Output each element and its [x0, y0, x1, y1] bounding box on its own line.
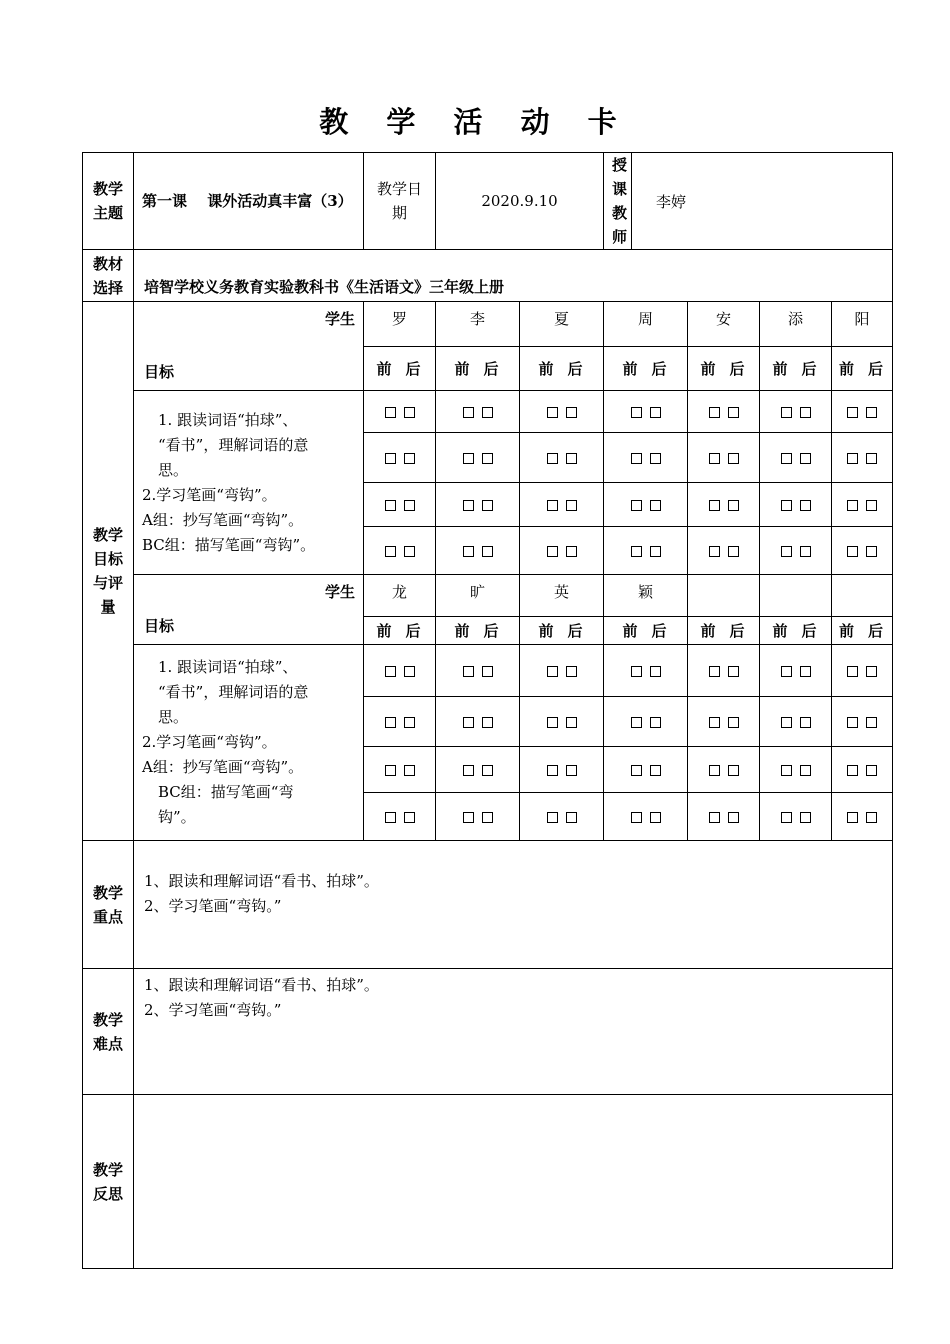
- assessment-cell: [364, 645, 436, 697]
- goal-line: 2.学习笔画“弯钩”。: [142, 485, 277, 504]
- after-checkbox[interactable]: [800, 407, 811, 418]
- before-checkbox[interactable]: [631, 407, 642, 418]
- after-checkbox[interactable]: [728, 500, 739, 511]
- after-checkbox[interactable]: [566, 812, 577, 823]
- before-checkbox[interactable]: [847, 765, 858, 776]
- before-label: 前: [700, 360, 718, 378]
- before-checkbox[interactable]: [385, 500, 396, 511]
- after-checkbox[interactable]: [566, 453, 577, 464]
- assessment-cell: [760, 697, 832, 747]
- goals-label-text: 教学目标与评量: [92, 526, 123, 616]
- before-checkbox[interactable]: [847, 500, 858, 511]
- assessment-cell: [688, 645, 760, 697]
- after-checkbox[interactable]: [728, 407, 739, 418]
- student-name: 颖: [604, 575, 688, 617]
- students-label: 学生: [324, 310, 355, 328]
- before-after-header: [760, 347, 832, 391]
- after-checkbox[interactable]: [728, 812, 739, 823]
- assessment-cell: [832, 527, 893, 575]
- after-label: 后: [868, 360, 886, 378]
- before-checkbox[interactable]: [847, 812, 858, 823]
- assessment-cell: [436, 747, 520, 793]
- before-label: 前: [538, 622, 556, 640]
- after-checkbox[interactable]: [404, 765, 415, 776]
- after-checkbox[interactable]: [404, 546, 415, 557]
- before-checkbox[interactable]: [781, 812, 792, 823]
- after-checkbox[interactable]: [866, 666, 877, 677]
- before-after-header: [364, 617, 436, 645]
- assessment-cell: [520, 793, 604, 841]
- before-label: 前: [538, 360, 556, 378]
- before-label: 前: [622, 622, 640, 640]
- after-checkbox[interactable]: [482, 453, 493, 464]
- assessment-cell: [760, 645, 832, 697]
- before-checkbox[interactable]: [385, 666, 396, 677]
- assessment-cell: [364, 483, 436, 527]
- assessment-cell: [832, 483, 893, 527]
- assessment-cell: [760, 391, 832, 433]
- after-checkbox[interactable]: [404, 717, 415, 728]
- after-checkbox[interactable]: [566, 407, 577, 418]
- before-checkbox[interactable]: [385, 765, 396, 776]
- before-checkbox[interactable]: [847, 546, 858, 557]
- assessment-cell: [604, 433, 688, 483]
- date-value: 2020.9.10: [436, 153, 604, 250]
- after-checkbox[interactable]: [404, 812, 415, 823]
- date-label: 教学日期: [364, 153, 436, 250]
- before-checkbox[interactable]: [709, 666, 720, 677]
- student-goal-header: [134, 302, 364, 391]
- student-name: 添: [760, 302, 832, 347]
- before-label: 前: [772, 360, 790, 378]
- goal-line: 2.学习笔画“弯钩”。: [142, 733, 277, 751]
- after-checkbox[interactable]: [650, 407, 661, 418]
- before-checkbox[interactable]: [463, 812, 474, 823]
- before-after-header: [364, 347, 436, 391]
- before-after-header: [688, 347, 760, 391]
- assessment-cell: [688, 747, 760, 793]
- assessment-cell: [604, 527, 688, 575]
- assessment-cell: [436, 697, 520, 747]
- student-name: 安: [688, 302, 760, 347]
- before-checkbox[interactable]: [547, 765, 558, 776]
- assessment-cell: [604, 645, 688, 697]
- assessment-cell: [520, 645, 604, 697]
- before-label: 前: [376, 360, 394, 378]
- before-checkbox[interactable]: [847, 407, 858, 418]
- before-checkbox[interactable]: [385, 407, 396, 418]
- before-checkbox[interactable]: [709, 453, 720, 464]
- assessment-cell: [760, 527, 832, 575]
- after-checkbox[interactable]: [650, 546, 661, 557]
- assessment-cell: [364, 527, 436, 575]
- assessment-cell: [436, 483, 520, 527]
- student-name: 旷: [436, 575, 520, 617]
- assessment-cell: [520, 483, 604, 527]
- goal-line: 钩”。: [158, 808, 196, 826]
- goal-line: “看书”，理解词语的意: [158, 683, 309, 701]
- after-checkbox[interactable]: [800, 666, 811, 677]
- goal-line: 1. 跟读词语“拍球”、: [158, 410, 298, 429]
- before-label: 前: [838, 360, 856, 378]
- topic-label: 教学主题: [83, 153, 134, 250]
- difficulties-line: 2、学习笔画“弯钩。”: [144, 1001, 282, 1019]
- before-checkbox[interactable]: [781, 765, 792, 776]
- before-checkbox[interactable]: [385, 717, 396, 728]
- after-label: 后: [567, 360, 585, 378]
- before-checkbox[interactable]: [631, 765, 642, 776]
- assessment-cell: [688, 483, 760, 527]
- before-checkbox[interactable]: [547, 812, 558, 823]
- before-checkbox[interactable]: [631, 546, 642, 557]
- after-checkbox[interactable]: [728, 666, 739, 677]
- goal-description: [134, 391, 364, 575]
- assessment-cell: [604, 747, 688, 793]
- assessment-cell: [436, 433, 520, 483]
- after-checkbox[interactable]: [566, 666, 577, 677]
- before-after-header: [520, 617, 604, 645]
- before-checkbox[interactable]: [631, 453, 642, 464]
- goal-line: A组：抄写笔画“弯钩”。: [142, 758, 304, 776]
- before-checkbox[interactable]: [547, 407, 558, 418]
- before-checkbox[interactable]: [847, 717, 858, 728]
- assessment-cell: [832, 391, 893, 433]
- assessment-cell: [364, 697, 436, 747]
- before-checkbox[interactable]: [385, 453, 396, 464]
- before-checkbox[interactable]: [709, 717, 720, 728]
- assessment-cell: [520, 747, 604, 793]
- student-goal-header: [134, 575, 364, 645]
- before-checkbox[interactable]: [547, 546, 558, 557]
- before-label: 前: [838, 622, 856, 640]
- before-checkbox[interactable]: [547, 717, 558, 728]
- before-checkbox[interactable]: [631, 500, 642, 511]
- after-checkbox[interactable]: [404, 666, 415, 677]
- assessment-cell: [520, 527, 604, 575]
- before-checkbox[interactable]: [781, 500, 792, 511]
- before-checkbox[interactable]: [709, 765, 720, 776]
- after-checkbox[interactable]: [800, 453, 811, 464]
- after-checkbox[interactable]: [404, 407, 415, 418]
- after-checkbox[interactable]: [566, 717, 577, 728]
- after-label: 后: [405, 622, 423, 640]
- student-name: [688, 575, 760, 617]
- before-after-header: [604, 617, 688, 645]
- after-checkbox[interactable]: [566, 765, 577, 776]
- before-checkbox[interactable]: [547, 666, 558, 677]
- assessment-cell: [436, 645, 520, 697]
- before-label: 前: [454, 360, 472, 378]
- student-name: 李: [436, 302, 520, 347]
- assessment-cell: [604, 483, 688, 527]
- goal-line: BC组：描写笔画“弯: [158, 783, 294, 801]
- key-points-content: [134, 841, 893, 969]
- reflection-content: [134, 1095, 893, 1269]
- after-label: 后: [651, 360, 669, 378]
- before-checkbox[interactable]: [847, 453, 858, 464]
- after-checkbox[interactable]: [566, 500, 577, 511]
- after-checkbox[interactable]: [482, 546, 493, 557]
- before-checkbox[interactable]: [709, 546, 720, 557]
- assessment-cell: [436, 527, 520, 575]
- before-checkbox[interactable]: [709, 407, 720, 418]
- before-after-header: [436, 617, 520, 645]
- before-checkbox[interactable]: [631, 717, 642, 728]
- key-points-line: 1、跟读和理解词语“看书、拍球”。: [144, 872, 379, 890]
- goals-label: [83, 302, 134, 841]
- assessment-cell: [760, 433, 832, 483]
- goal-label: 目标: [144, 363, 175, 381]
- after-label: 后: [651, 622, 669, 640]
- assessment-cell: [604, 697, 688, 747]
- goal-label: 目标: [144, 617, 175, 635]
- before-after-header: [604, 347, 688, 391]
- assessment-cell: [436, 391, 520, 433]
- after-checkbox[interactable]: [800, 812, 811, 823]
- key-points-line: 2、学习笔画“弯钩。”: [144, 897, 282, 915]
- after-checkbox[interactable]: [482, 500, 493, 511]
- after-checkbox[interactable]: [482, 666, 493, 677]
- assessment-cell: [688, 391, 760, 433]
- assessment-cell: [520, 433, 604, 483]
- before-checkbox[interactable]: [781, 666, 792, 677]
- after-checkbox[interactable]: [728, 546, 739, 557]
- after-checkbox[interactable]: [800, 546, 811, 557]
- after-label: 后: [483, 622, 501, 640]
- after-checkbox[interactable]: [866, 812, 877, 823]
- after-label: 后: [567, 622, 585, 640]
- before-checkbox[interactable]: [547, 453, 558, 464]
- assessment-cell: [760, 483, 832, 527]
- activity-card-table: [82, 152, 893, 1269]
- before-checkbox[interactable]: [547, 500, 558, 511]
- before-checkbox[interactable]: [781, 546, 792, 557]
- after-checkbox[interactable]: [728, 453, 739, 464]
- after-checkbox[interactable]: [866, 765, 877, 776]
- before-checkbox[interactable]: [463, 546, 474, 557]
- student-name: 罗: [364, 302, 436, 347]
- after-checkbox[interactable]: [650, 453, 661, 464]
- before-checkbox[interactable]: [781, 407, 792, 418]
- after-checkbox[interactable]: [866, 546, 877, 557]
- before-after-header: [436, 347, 520, 391]
- before-checkbox[interactable]: [631, 666, 642, 677]
- assessment-cell: [832, 433, 893, 483]
- after-checkbox[interactable]: [650, 500, 661, 511]
- teacher-value: 李婷: [632, 153, 893, 250]
- teacher-label: 授课教师: [604, 153, 632, 250]
- assessment-cell: [832, 645, 893, 697]
- assessment-cell: [760, 747, 832, 793]
- after-checkbox[interactable]: [650, 717, 661, 728]
- before-label: 前: [772, 622, 790, 640]
- difficulties-content: [134, 969, 893, 1095]
- assessment-cell: [832, 747, 893, 793]
- before-checkbox[interactable]: [463, 666, 474, 677]
- after-label: 后: [405, 360, 423, 378]
- after-label: 后: [729, 622, 747, 640]
- before-checkbox[interactable]: [385, 812, 396, 823]
- student-name: [832, 575, 893, 617]
- before-after-header: [832, 347, 893, 391]
- after-checkbox[interactable]: [566, 546, 577, 557]
- after-label: 后: [868, 622, 886, 640]
- assessment-cell: [364, 433, 436, 483]
- page-title: 教 学 活 动 卡: [319, 105, 631, 139]
- assessment-cell: [364, 391, 436, 433]
- before-checkbox[interactable]: [463, 717, 474, 728]
- difficulties-label: 教学难点: [83, 969, 134, 1095]
- after-checkbox[interactable]: [800, 765, 811, 776]
- student-name: 周: [604, 302, 688, 347]
- after-checkbox[interactable]: [728, 717, 739, 728]
- goal-line: 思。: [158, 460, 189, 479]
- after-checkbox[interactable]: [404, 453, 415, 464]
- before-label: 前: [700, 622, 718, 640]
- assessment-cell: [364, 747, 436, 793]
- difficulties-line: 1、跟读和理解词语“看书、拍球”。: [144, 976, 379, 994]
- before-checkbox[interactable]: [463, 453, 474, 464]
- assessment-cell: [760, 793, 832, 841]
- before-checkbox[interactable]: [385, 546, 396, 557]
- goal-line: A组：抄写笔画“弯钩”。: [142, 510, 304, 529]
- before-checkbox[interactable]: [709, 812, 720, 823]
- after-checkbox[interactable]: [866, 717, 877, 728]
- after-checkbox[interactable]: [650, 765, 661, 776]
- before-after-header: [832, 617, 893, 645]
- after-checkbox[interactable]: [728, 765, 739, 776]
- after-label: 后: [801, 360, 819, 378]
- before-checkbox[interactable]: [463, 765, 474, 776]
- assessment-cell: [520, 391, 604, 433]
- material-label: 教材选择: [83, 250, 134, 302]
- student-name: 阳: [832, 302, 893, 347]
- before-after-header: [760, 617, 832, 645]
- before-after-header: [688, 617, 760, 645]
- after-checkbox[interactable]: [866, 407, 877, 418]
- before-label: 前: [376, 622, 394, 640]
- before-checkbox[interactable]: [463, 500, 474, 511]
- before-checkbox[interactable]: [847, 666, 858, 677]
- assessment-cell: [604, 793, 688, 841]
- after-checkbox[interactable]: [482, 812, 493, 823]
- after-checkbox[interactable]: [482, 717, 493, 728]
- assessment-cell: [364, 793, 436, 841]
- after-checkbox[interactable]: [482, 765, 493, 776]
- after-label: 后: [801, 622, 819, 640]
- students-label: 学生: [324, 583, 355, 601]
- goal-line: “看书”，理解词语的意: [158, 435, 309, 454]
- after-label: 后: [729, 360, 747, 378]
- after-label: 后: [483, 360, 501, 378]
- assessment-cell: [688, 793, 760, 841]
- after-checkbox[interactable]: [866, 453, 877, 464]
- before-label: 前: [622, 360, 640, 378]
- after-checkbox[interactable]: [482, 407, 493, 418]
- after-checkbox[interactable]: [650, 812, 661, 823]
- reflection-label: 教学反思: [83, 1095, 134, 1269]
- student-name: 英: [520, 575, 604, 617]
- student-name: 夏: [520, 302, 604, 347]
- material-value: 培智学校义务教育实验教科书《生活语文》三年级上册: [134, 250, 893, 302]
- goal-description: [134, 645, 364, 841]
- before-checkbox[interactable]: [781, 453, 792, 464]
- after-checkbox[interactable]: [800, 717, 811, 728]
- assessment-cell: [604, 391, 688, 433]
- after-checkbox[interactable]: [866, 500, 877, 511]
- student-name: [760, 575, 832, 617]
- assessment-cell: [688, 697, 760, 747]
- before-checkbox[interactable]: [709, 500, 720, 511]
- assessment-cell: [832, 697, 893, 747]
- after-checkbox[interactable]: [800, 500, 811, 511]
- before-checkbox[interactable]: [631, 812, 642, 823]
- topic-value: 第一课 课外活动真丰富（3）: [134, 153, 364, 250]
- goal-line: BC组：描写笔画“弯钩”。: [142, 535, 316, 554]
- assessment-cell: [436, 793, 520, 841]
- after-checkbox[interactable]: [650, 666, 661, 677]
- before-after-header: [520, 347, 604, 391]
- goal-line: 思。: [158, 708, 189, 726]
- goal-line: 1. 跟读词语“拍球”、: [158, 658, 298, 676]
- before-checkbox[interactable]: [781, 717, 792, 728]
- before-checkbox[interactable]: [463, 407, 474, 418]
- assessment-cell: [688, 433, 760, 483]
- assessment-cell: [688, 527, 760, 575]
- assessment-cell: [520, 697, 604, 747]
- student-name: 龙: [364, 575, 436, 617]
- after-checkbox[interactable]: [404, 500, 415, 511]
- assessment-cell: [832, 793, 893, 841]
- key-points-label: 教学重点: [83, 841, 134, 969]
- before-label: 前: [454, 622, 472, 640]
